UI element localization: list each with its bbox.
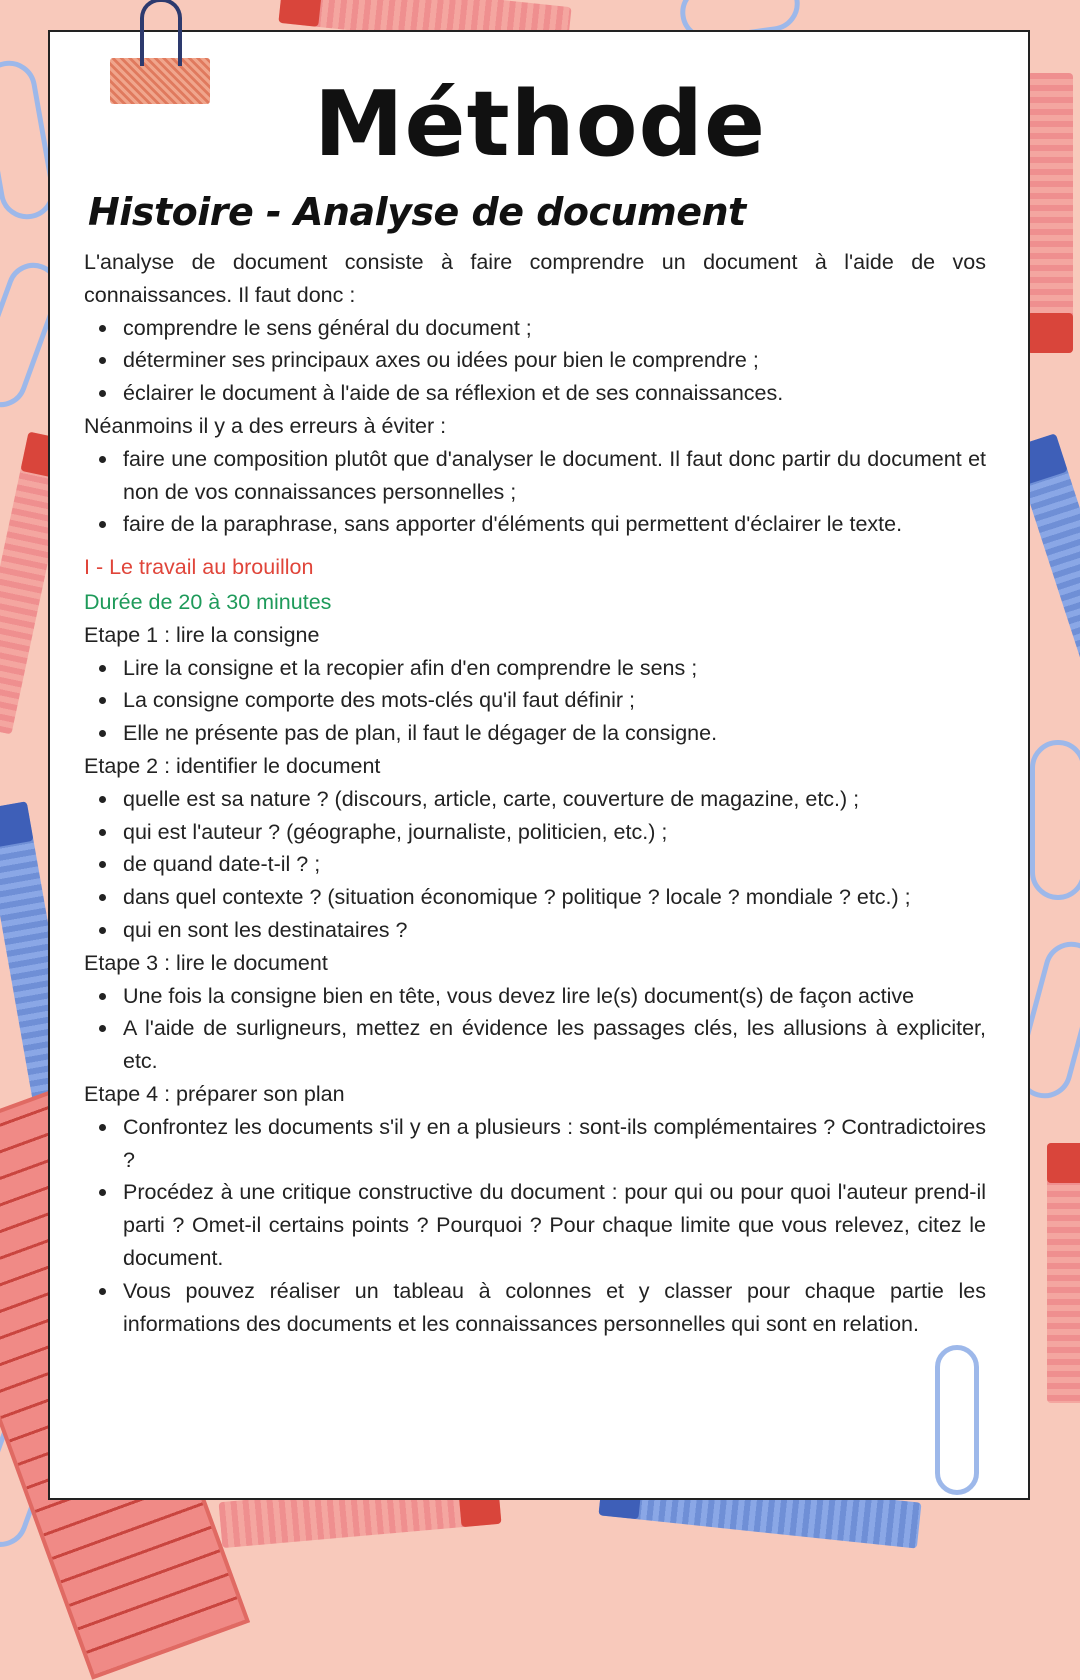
list-item: Une fois la consigne bien en tête, vous devez lire le(s) document(s) de façon active [123, 980, 986, 1013]
pencil-decoration [1047, 1143, 1080, 1403]
list-item: dans quel contexte ? (situation économique ? politique ? locale ? mondiale ? etc.) ; [123, 881, 986, 914]
etape-title: Etape 4 : préparer son plan [84, 1081, 345, 1106]
list-item: qui en sont les destinataires ? [123, 914, 986, 947]
list-item: comprendre le sens général du document ; [123, 312, 986, 345]
section-duration: Durée de 20 à 30 minutes [84, 589, 332, 614]
intro-paragraph: L'analyse de document consiste à faire comprendre un document à l'aide de vos connaissances. Il faut donc : [84, 250, 986, 307]
etape-title: Etape 2 : identifier le document [84, 753, 381, 778]
list-item: faire de la paraphrase, sans apporter d'éléments qui permettent d'éclairer le texte. [123, 508, 986, 541]
list-item: La consigne comporte des mots-clés qu'il faut définir ; [123, 684, 986, 717]
list-item: déterminer ses principaux axes ou idées pour bien le comprendre ; [123, 344, 986, 377]
page-title: Méthode [314, 72, 766, 177]
list-item: éclairer le document à l'aide de sa réflexion et de ses connaissances. [123, 377, 986, 410]
errors-list [84, 443, 986, 541]
etape-list [84, 652, 986, 750]
list-item: de quand date-t-il ? ; [123, 848, 986, 881]
list-item: quelle est sa nature ? (discours, article, carte, couverture de magazine, etc.) ; [123, 783, 986, 816]
list-item: Elle ne présente pas de plan, il faut le dégager de la consigne. [123, 717, 986, 750]
document-content [84, 246, 986, 1340]
list-item: qui est l'auteur ? (géographe, journaliste, politicien, etc.) ; [123, 816, 986, 849]
etape-list [84, 783, 986, 947]
errors-intro: Néanmoins il y a des erreurs à éviter : [84, 413, 447, 438]
list-item: Procédez à une critique constructive du document : pour qui ou pour quoi l'auteur prend-il parti ? Omet-il certains points ? Pourquoi ? Pour chaque limite que vous relevez, citez le document. [123, 1176, 986, 1274]
list-item: Vous pouvez réaliser un tableau à colonnes et y classer pour chaque partie les informations des documents et les connaissances personnelles qui sont en relation. [123, 1275, 986, 1341]
section-title: I - Le travail au brouillon [84, 555, 314, 580]
paperclip-decoration [935, 1345, 979, 1495]
intro-list [84, 312, 986, 410]
list-item: Confrontez les documents s'il y en a plusieurs : sont-ils complémentaires ? Contradictoires ? [123, 1111, 986, 1177]
etape-title: Etape 1 : lire la consigne [84, 622, 320, 647]
list-item: Lire la consigne et la recopier afin d'en comprendre le sens ; [123, 652, 986, 685]
paperclip-decoration [1030, 740, 1080, 900]
etape-title: Etape 3 : lire le document [84, 950, 328, 975]
etape-list [84, 980, 986, 1078]
list-item: A l'aide de surligneurs, mettez en évidence les passages clés, les allusions à expliciter, etc. [123, 1012, 986, 1078]
page-subtitle: Histoire - Analyse de document [88, 190, 746, 234]
etape-list [84, 1111, 986, 1341]
list-item: faire une composition plutôt que d'analyser le document. Il faut donc partir du document et non de vos connaissances personnelles ; [123, 443, 986, 509]
